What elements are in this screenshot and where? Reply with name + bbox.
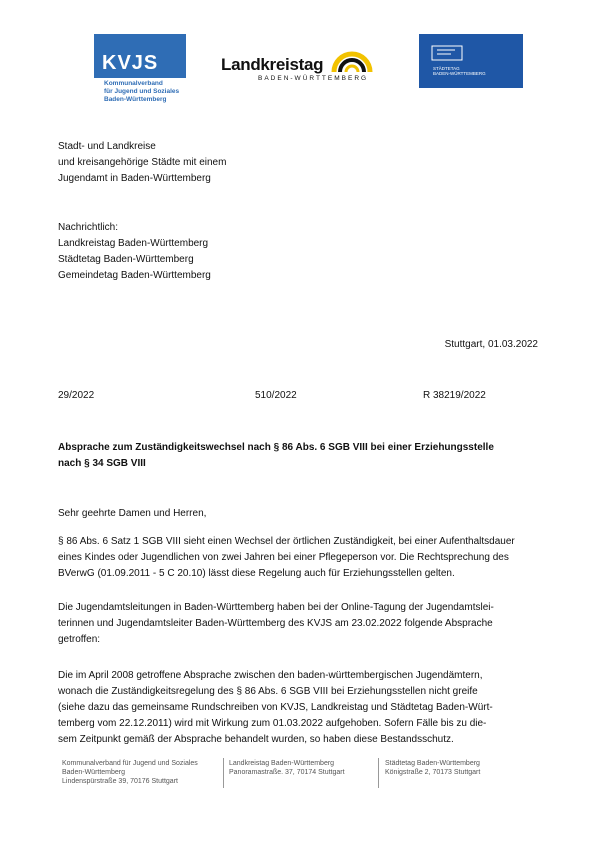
reference-number-c: R 38219/2022: [423, 390, 486, 401]
reference-number-b: 510/2022: [255, 390, 297, 401]
landkreistag-logo-subtitle: BADEN-WÜRTTEMBERG: [258, 75, 369, 82]
staedtetag-logo-text: STÄDTETAG BADEN-WÜRTTEMBERG: [433, 66, 486, 76]
body-paragraph-2: Die Jugendamtsleitungen in Baden-Württemberg haben bei der Online-Tagung der Jugendamtslei- terinnen und Jugendamtsleiter Baden-Württemberg des KVJS am 23.02.2022 folgende Absprache getroffen:: [58, 602, 494, 645]
recipient-address: Stadt- und Landkreise und kreisangehörige Städte mit einem Jugendamt in Baden-Württemberg: [58, 141, 227, 184]
landkreistag-arc-icon: [330, 34, 374, 74]
footer-staedtetag-address: Städtetag Baden-Württemberg Königstraße 2, 70173 Stuttgart: [385, 760, 481, 776]
body-paragraph-1: § 86 Abs. 6 Satz 1 SGB VIII sieht einen Wechsel der örtlichen Zuständigkeit, bei einer Aufenthaltsdauer eines Kindes oder Jugendlichen von zwei Jahren bei einer Pflegeperson vor. Die Rechtsprechung des BVerwG (01.09.2011 - 5 C 20.10) lässt diese Regelung auch für Erziehungsstellen gelten.: [58, 536, 515, 579]
footer-divider: [223, 758, 224, 788]
footer-kvjs-address: Kommunalverband für Jugend und Soziales Baden-Württemberg Lindenspürstraße 39, 70176 Stuttgart: [62, 760, 198, 785]
cc-block: Nachrichtlich: Landkreistag Baden-Württemberg Städtetag Baden-Württemberg Gemeindetag Baden-Württemberg: [58, 222, 211, 281]
footer-landkreistag-address: Landkreistag Baden-Württemberg Panoramastraße. 37, 70174 Stuttgart: [229, 760, 345, 776]
subject-line: Absprache zum Zuständigkeitswechsel nach § 86 Abs. 6 SGB VIII bei einer Erziehungsstelle nach § 34 SGB VIII: [58, 442, 494, 469]
footer-divider: [378, 758, 379, 788]
landkreistag-logo-text: Landkreistag: [221, 55, 324, 74]
salutation: Sehr geehrte Damen und Herren,: [58, 508, 207, 519]
kvjs-logo-subtitle: Kommunalverband für Jugend und Soziales Baden-Württemberg: [104, 80, 180, 103]
staedtetag-emblem-icon: [431, 45, 467, 63]
body-paragraph-3: Die im April 2008 getroffene Absprache zwischen den baden-württembergischen Jugendämtern, wonach die Zuständigkeitsregelung des § 86 Abs. 6 SGB VIII bei Erziehungsstellen nicht greife (siehe dazu das gemeinsame Rundschreiben von KVJS, Landkreistag und Städtetag Baden-Würt- temberg vom 22.12.2011) wird mit Wirkung zum 01.03.2022 aufgehoben. Sofern Fälle bis zu die- sem Zeitpunkt gemäß der Absprache behandelt wurden, so haben diese Bestandsschutz.: [58, 670, 493, 745]
kvjs-logo-text: KVJS: [102, 52, 159, 74]
reference-number-a: 29/2022: [58, 390, 95, 401]
place-date: Stuttgart, 01.03.2022: [444, 339, 538, 350]
